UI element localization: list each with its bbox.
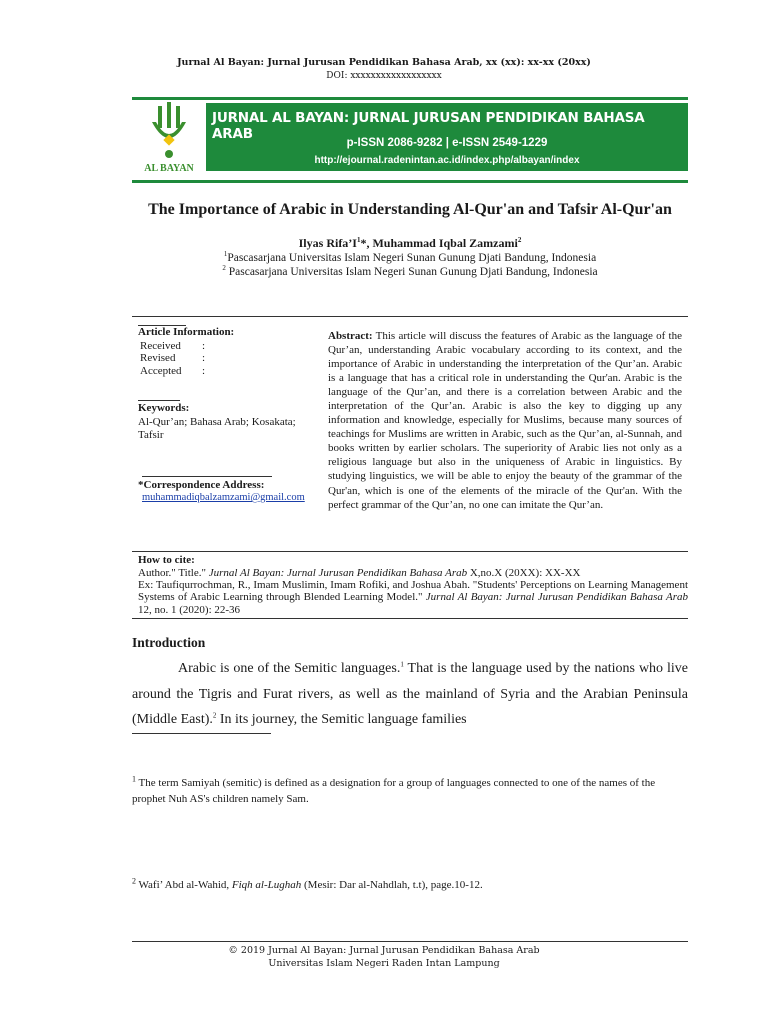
journal-issn: p-ISSN 2086-9282 | e-ISSN 2549-1229 [346,137,548,149]
correspondence-label: *Correspondence Address: [138,479,265,491]
citation-template [138,567,688,579]
journal-logo-text: AL BAYAN [144,163,194,174]
how-to-cite-label: How to cite: [138,554,195,566]
received-colon: : [202,340,206,352]
revised-colon: : [202,352,206,364]
body-text-part: In its journey, the Semitic language families [216,712,467,727]
revised-label: Revised [140,352,176,364]
footnote-mark: 1 [132,774,136,784]
section-heading-introduction: Introduction [132,635,206,650]
divider [138,400,180,401]
footnote-2 [132,876,688,891]
citation-template-journal: Jurnal Al Bayan: Jurnal Jurusan Pendidikan Bahasa Arab [208,567,468,579]
accepted-colon: : [202,365,206,377]
article-info-label: Article Information: [138,326,235,338]
corresponding-author-mark: * [360,236,367,250]
keywords-text: Al-Qur’an; Bahasa Arab; Kosakata; Tafsir [138,416,296,441]
correspondence-email-link[interactable]: muhammadiqbalzamzami@gmail.com [142,492,305,503]
footnote-text: The term Samiyah (semitic) is defined as a designation for a group of languages connected to one of the names of the prophet Nuh AS's children namely Sam. [132,777,656,805]
author-2: Muhammad Iqbal Zamzami [372,236,518,250]
affiliation-text: Pascasarjana Universitas Islam Negeri Sunan Gunung Djati Bandung, Indonesia [227,252,597,264]
author-1-affiliation-mark: 1 [356,236,361,244]
affiliation-mark: 2 [222,264,226,273]
footnote-ref-2-link[interactable]: 2 [212,711,217,720]
affiliation-mark: 1 [223,250,228,259]
body-text-part: Arabic is one of the Semitic languages. [178,661,401,676]
citation-template-prefix: Author." Title." [138,567,209,579]
affiliation-text: Pascasarjana Universitas Islam Negeri Sunan Gunung Djati Bandung, Indonesia [225,266,598,278]
article-title: The Importance of Arabic in Understanding Al-Qur'an and Tafsir Al-Qur'an [148,201,672,218]
abstract-label: Abstract: [328,330,373,342]
journal-name: JURNAL AL BAYAN: JURNAL JURUSAN PENDIDIKAN BAHASA ARAB [212,110,645,142]
abstract [328,329,682,512]
running-header-doi: DOI: xxxxxxxxxxxxxxxxxx [326,71,442,81]
citation-example [138,579,688,616]
footnote-1 [132,775,688,807]
keywords-label: Keywords: [138,402,190,414]
citation-template-suffix: X,no.X (20XX): XX-XX [467,567,581,579]
divider [132,551,688,552]
footnote-separator [132,733,271,734]
accepted-label: Accepted [140,365,182,377]
author-1: Ilyas Rifa’I [298,236,357,250]
affiliation-1 [132,252,688,264]
author-separator: , [366,236,373,250]
footnote-ref-1-link[interactable]: 1 [400,660,404,669]
citation-example-suffix: 12, no. 1 (2020): 22-36 [138,603,241,616]
divider [142,476,272,477]
footnote-book-title: Fiqh al-Lughah [231,879,302,891]
footnote-text: (Mesir: Dar al-Nahdlah, t.t), page.10-12. [301,879,483,891]
divider [132,316,688,317]
abstract-text: This article will discuss the features of Arabic as the language of the Qur’an, understanding Arabic vocabulary according to its context, and the importance of Arabic in understanding the interpretation of the Qur’an. Arabic is a language that has a critical role in understanding the Qur'an. Arabic is the language of the Qur’an, and there is a correlation between Arabic and the interpretation of the Qur’an. Arabic is also the key to digging up any information and knowledge, especially for Muslims, because many sources of teachings for Muslims are written in Arabic, such as the Qur’an, al-Sunnah, and books written by earlier scholars. The superiority of Arabic lies not only as a religious language but also in the uniqueness of Arabic in linguistics. By studying linguistics, we will be able to enjoy the beauty of the grammar of the Qur'an, which is one of the elements of the miracle of the Qur'an. With the perfect grammar of the Qur’an, no one can imitate the Qur’an. [328,330,682,511]
divider [132,618,688,619]
footer-divider [132,941,688,942]
footer-institution: Universitas Islam Negeri Raden Intan Lampung [268,958,500,969]
author-2-affiliation-mark: 2 [517,236,522,244]
received-label: Received [140,340,181,352]
footnote-mark: 2 [132,876,136,886]
footer-copyright: © 2019 Jurnal Al Bayan: Jurnal Jurusan Pendidikan Bahasa Arab [228,945,540,956]
affiliation-2 [132,266,688,278]
citation-example-prefix: Ex: Taufiqurrochman, R., Imam Muslimin, Imam Rofiki, and Joshua Abah. "Students' Perceptions on Learning Management Systems of Arabic Learning through Blended Learning Model." [138,579,688,604]
footnote-text: Wafi’ Abd al-Wahid, [136,879,232,891]
body-paragraph [132,656,688,733]
citation-example-journal: Jurnal Al Bayan: Jurnal Jurusan Pendidikan Bahasa Arab [425,591,689,604]
article-authors [132,236,688,251]
running-header-citation: Jurnal Al Bayan: Jurnal Jurusan Pendidikan Bahasa Arab, xx (xx): xx-xx (20xx) [177,57,591,68]
journal-url-link[interactable]: http://ejournal.radenintan.ac.id/index.php/albayan/index [314,155,580,166]
body-text-part: That is the language used by the nations who live around the Tigris and Furat rivers, as well as the mainland of Syria and the Arabian Peninsula (Middle East). [132,661,688,727]
